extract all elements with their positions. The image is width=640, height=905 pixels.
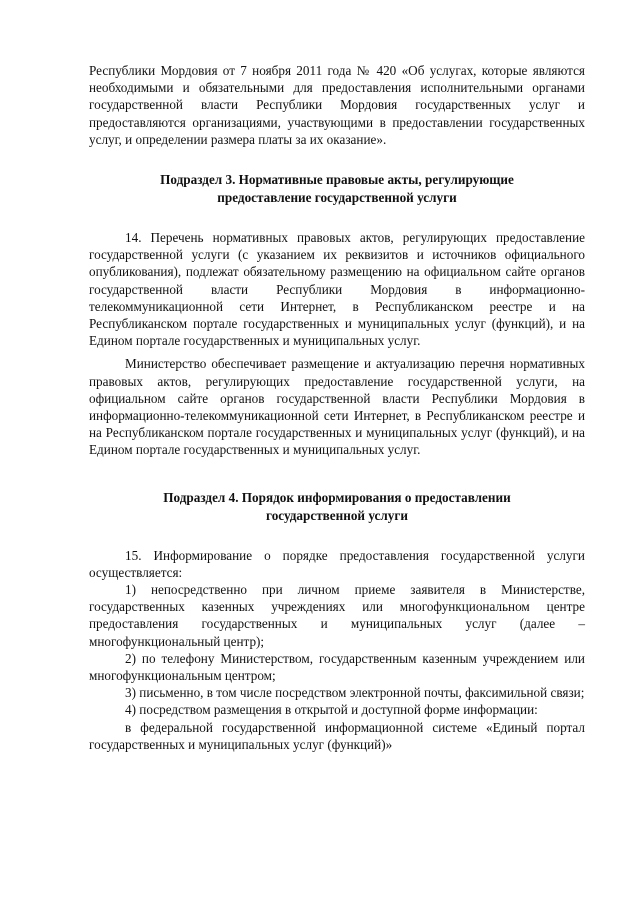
paragraph-14: 14. Перечень нормативных правовых актов, регулирующих предоставление государственной услуги (с указанием их реквизитов и источников официального опубликования), подлежат обязательному размещению на официальном сайте органов государственной власти Республики Мордовия в информационно-телекоммуникационной сети Интернет, в Республиканском реестре и на Республиканском портале государственных и муниципальных услуг (функций), и на Едином портале государственных и муниципальных услуг. xyxy=(89,230,585,349)
subsection-3-heading xyxy=(89,171,585,207)
subsection-4-heading xyxy=(89,489,585,525)
paragraph-law-reference: Республики Мордовия от 7 ноября 2011 года № 420 «Об услугах, которые являются необходимыми и обязательными для предоставления исполнительными органами государственной власти Республики Мордовия государственных услуг и предоставляются организациями, участвующими в предоставлении государственных услуг, и определении размера платы за их оказание». xyxy=(89,63,585,147)
paragraph-15-federal-portal: в федеральной государственной информационной системе «Единый портал государственных и муниципальных услуг (функций)» xyxy=(89,719,585,752)
subsection-4-heading-line-2: государственной услуги xyxy=(266,507,408,523)
paragraph-15: 15. Информирование о порядке предоставления государственной услуги осуществляется: xyxy=(89,547,585,580)
paragraph-15-item-1: 1) непосредственно при личном приеме заявителя в Министерстве, государственных казенных учреждениях или многофункциональном центре предоставления государственных и муниципальных услуг (далее – многофункциональный центр); xyxy=(89,582,585,649)
document-body xyxy=(89,62,585,753)
paragraph-15-item-2: 2) по телефону Министерством, государственным казенным учреждением или многофункциональным центром; xyxy=(89,650,585,684)
subsection-3-heading-line-2: предоставление государственной услуги xyxy=(217,190,457,206)
paragraph-14-ministry: Министерство обеспечивает размещение и актуализацию перечня нормативных правовых актов, регулирующих предоставление государственной услуги, на официальном сайте органов государственной власти Республики Мордовия в информационно-телекоммуникационной сети Интернет, в Республиканском реестре и на Республиканском портале государственных и муниципальных услуг (функций), и на Едином портале государственных и муниципальных услуг. xyxy=(89,356,585,458)
subsection-3-heading-line-1: Подраздел 3. Нормативные правовые акты, регулирующие xyxy=(160,172,514,188)
paragraph-15-item-4: 4) посредством размещения в открытой и доступной форме информации: xyxy=(125,702,538,718)
subsection-4-heading-line-1: Подраздел 4. Порядок информирования о предоставлении xyxy=(163,489,511,505)
paragraph-15-item-3: 3) письменно, в том числе посредством электронной почты, факсимильной связи; xyxy=(125,685,585,701)
